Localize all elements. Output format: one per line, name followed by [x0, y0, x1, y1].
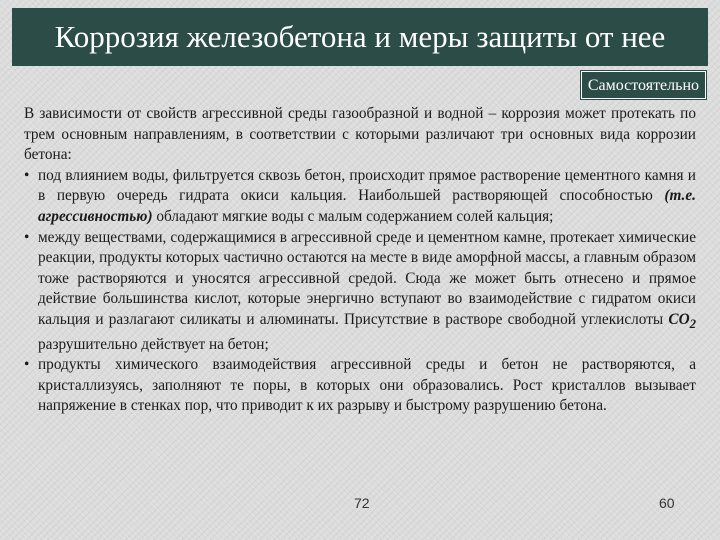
co2-formula — [668, 310, 696, 331]
bullet-2-text-end: разрушительно действует на бетон; — [38, 335, 269, 353]
bullet-2-text: между веществами, содержащимися в агрессивной среде и цементном камне, протекает химические реакции, продукты которых частично остаются на месте в виде аморфной массы, а главным образом тоже растворяются и уносятся агрессивной средой. Сюда же может быть отнесено и прямое действие большинства кислот, которые энергично вступают во взаимодействие с гидратом окиси кальция и разлагают силикаты и алюминаты. Присутствие в растворе свободной углекислоты — [38, 228, 696, 328]
page-number-left: 72 — [354, 495, 370, 511]
bullet-3-text: продукты химического взаимодействия агрессивной среды и бетон не растворяются, а кристаллизуясь, заполняют те поры, в которых они образовались. Рост кристаллов вызывает напряжение в стенках пор, что приводит к их разрыву и быстрому разрушению бетона. — [38, 356, 696, 415]
bullet-1-emphasis: (т.е. агрессивностью) — [38, 187, 696, 225]
intro-paragraph: В зависимости от свойств агрессивной среды газообразной и водной – коррозия может протекать по трем основным направлениям, в соответствии с которыми различают три основных вида коррозии бетона: — [24, 105, 696, 164]
bullet-icon: • — [24, 166, 30, 184]
bullet-icon: • — [24, 356, 30, 374]
list-item — [24, 228, 696, 356]
bullet-1-text-end: обладают мягкие воды с малым содержанием солей кальция; — [152, 207, 554, 225]
bullet-1-text: под влиянием воды, фильтруется сквозь бетон, происходит прямое растворение цементного камня и в первую очередь гидрата окиси кальция. Наибольшей растворяющей способностью — [38, 166, 696, 205]
self-study-tag: Самостоятельно — [581, 71, 706, 99]
bullet-icon: • — [24, 228, 30, 246]
co2-formula-main: CO — [668, 310, 690, 328]
page-number-right: 60 — [659, 495, 675, 511]
list-item — [24, 166, 696, 228]
corrosion-types-list — [24, 166, 696, 417]
co2-formula-subscript: 2 — [689, 316, 696, 331]
list-item — [24, 355, 696, 417]
slide-body — [24, 104, 696, 417]
slide-title: Коррозия железобетона и меры защиты от нее — [12, 8, 708, 66]
